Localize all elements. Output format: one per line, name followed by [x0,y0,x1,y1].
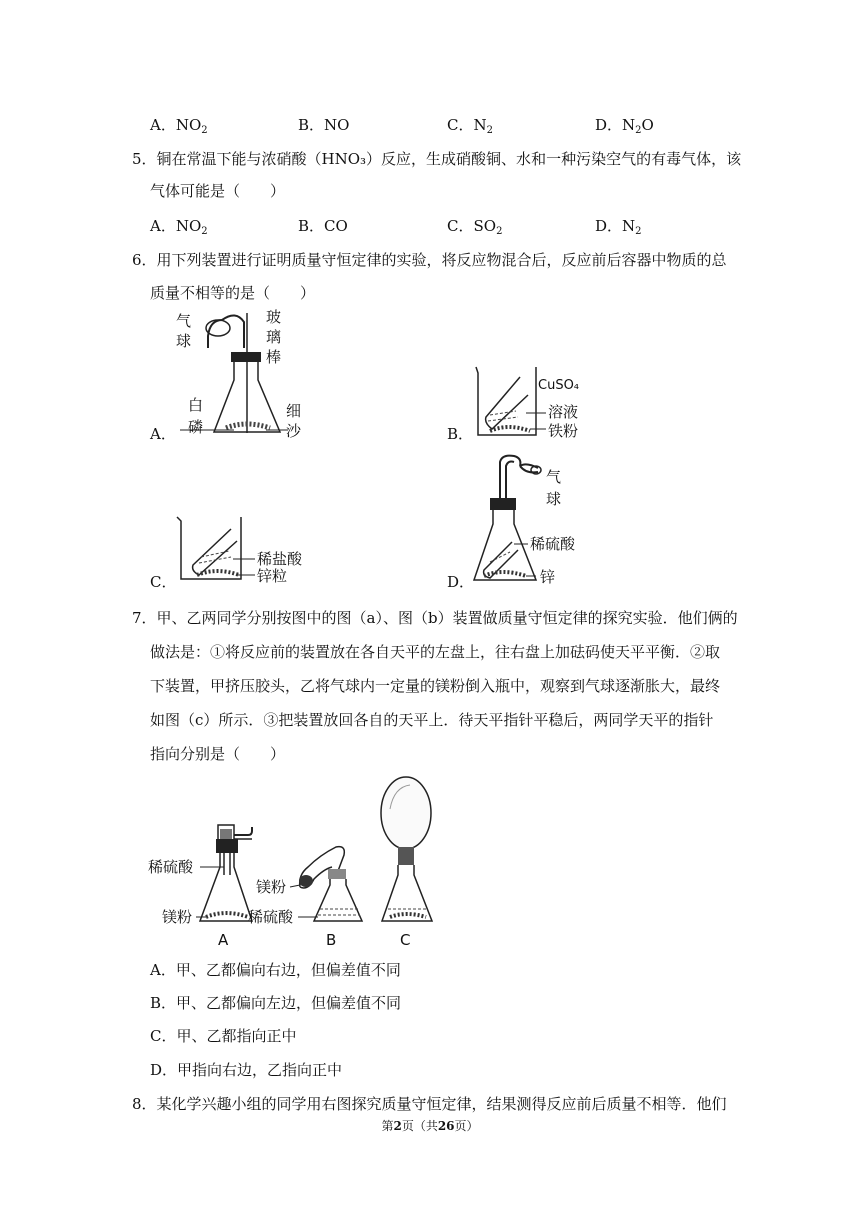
q7-label-acid-a: 稀硫酸 [148,858,194,876]
q6-apparatus-d [470,452,600,587]
q7-label-mg-b: 镁粉 [256,878,287,896]
q6a-label-balloon2: 球 [176,332,192,350]
q4-option-b: B．NO [298,116,350,134]
q4-option-c: C．$N_2$ [447,116,493,136]
q7-caption-a: A [218,931,229,949]
q7-label-mg-a: 镁粉 [162,908,193,926]
q6a-label-rod3: 棒 [266,348,282,366]
q6d-label-balloon1: 气 [546,468,562,486]
q7-caption-c: C [400,931,411,949]
q6d-label-zinc: 锌 [540,568,556,586]
q6-text-line1: 6．用下列装置进行证明质量守恒定律的实验，将反应物混合后，反应前后容器中物质的总 [132,251,727,269]
q6-apparatus-c [175,515,305,585]
q5-option-c: C．$SO_2$ [447,217,503,237]
q7-caption-b: B [326,931,337,949]
q6-option-b: B． [447,425,474,443]
q8-text-line1: 8．某化学兴趣小组的同学用右图探究质量守恒定律，结果测得反应前后质量不相等．他们 [132,1095,727,1113]
q6c-label-zinc: 锌粒 [257,567,288,585]
q7-label-acid-b: 稀硫酸 [248,908,294,926]
q5-option-a: A．$NO_2$ [150,217,208,237]
q6b-label-iron: 铁粉 [548,422,579,440]
q6a-label-rod1: 玻 [266,308,282,326]
q7-text-line2: 做法是：①将反应前的装置放在各自天平的左盘上，往右盘上加砝码使天平平衡．②取 [150,643,721,661]
q6a-label-rod2: 璃 [266,328,282,346]
q5-text-line1: 5．铜在常温下能与浓硝酸（HNO₃）反应，生成硝酸铜、水和一种污染空气的有毒气体，该 [132,150,742,168]
page-footer: 第2页（共26页） [381,1119,479,1133]
q7-option-b: B．甲、乙都偏向左边，但偏差值不同 [150,994,402,1012]
q7-text-line4: 如图（c）所示．③把装置放回各自的天平上．待天平指针平稳后，两同学天平的指针 [150,711,714,729]
q6-option-c: C． [150,573,177,591]
q6b-label-solution: 溶液 [548,403,579,421]
q7-figure [148,775,448,950]
q6a-label-sand2: 沙 [286,422,302,440]
q6a-label-sand1: 细 [286,402,302,420]
q6b-label-cuso4: CuSO₄ [538,378,580,393]
q5-option-d: D．$N_2$ [595,217,642,237]
q5-text-line2: 气体可能是（ ） [150,182,286,200]
q7-option-d: D．甲指向右边，乙指向正中 [150,1061,343,1079]
q7-text-line5: 指向分别是（ ） [150,745,286,763]
q7-option-c: C．甲、乙都指向正中 [150,1027,297,1045]
q6c-label-acid: 稀盐酸 [257,550,303,568]
q6-apparatus-a [170,308,310,443]
q6-option-a: A． [150,425,176,443]
q7-option-a: A．甲、乙都偏向右边，但偏差值不同 [150,961,401,979]
q6a-label-phos2: 磷 [188,418,204,436]
q5-option-b: B．CO [298,217,348,235]
q4-option-d: D．$N_2O$ [595,116,654,136]
q6d-label-balloon2: 球 [546,490,562,508]
q6a-label-phos1: 白 [188,396,204,414]
q6-option-d: D． [447,573,475,591]
q6d-label-acid: 稀硫酸 [530,535,576,553]
q6-apparatus-b [468,365,598,440]
q4-option-a: A．$NO_2$ [150,116,208,136]
q7-text-line3: 下装置，甲挤压胶头，乙将气球内一定量的镁粉倒入瓶中，观察到气球逐渐胀大，最终 [150,677,721,695]
q6a-label-balloon1: 气 [176,312,192,330]
q6-text-line2: 质量不相等的是（ ） [150,284,316,302]
q7-text-line1: 7．甲、乙两同学分别按图中的图（a）、图（b）装置做质量守恒定律的探究实验．他们俩的 [132,609,738,627]
